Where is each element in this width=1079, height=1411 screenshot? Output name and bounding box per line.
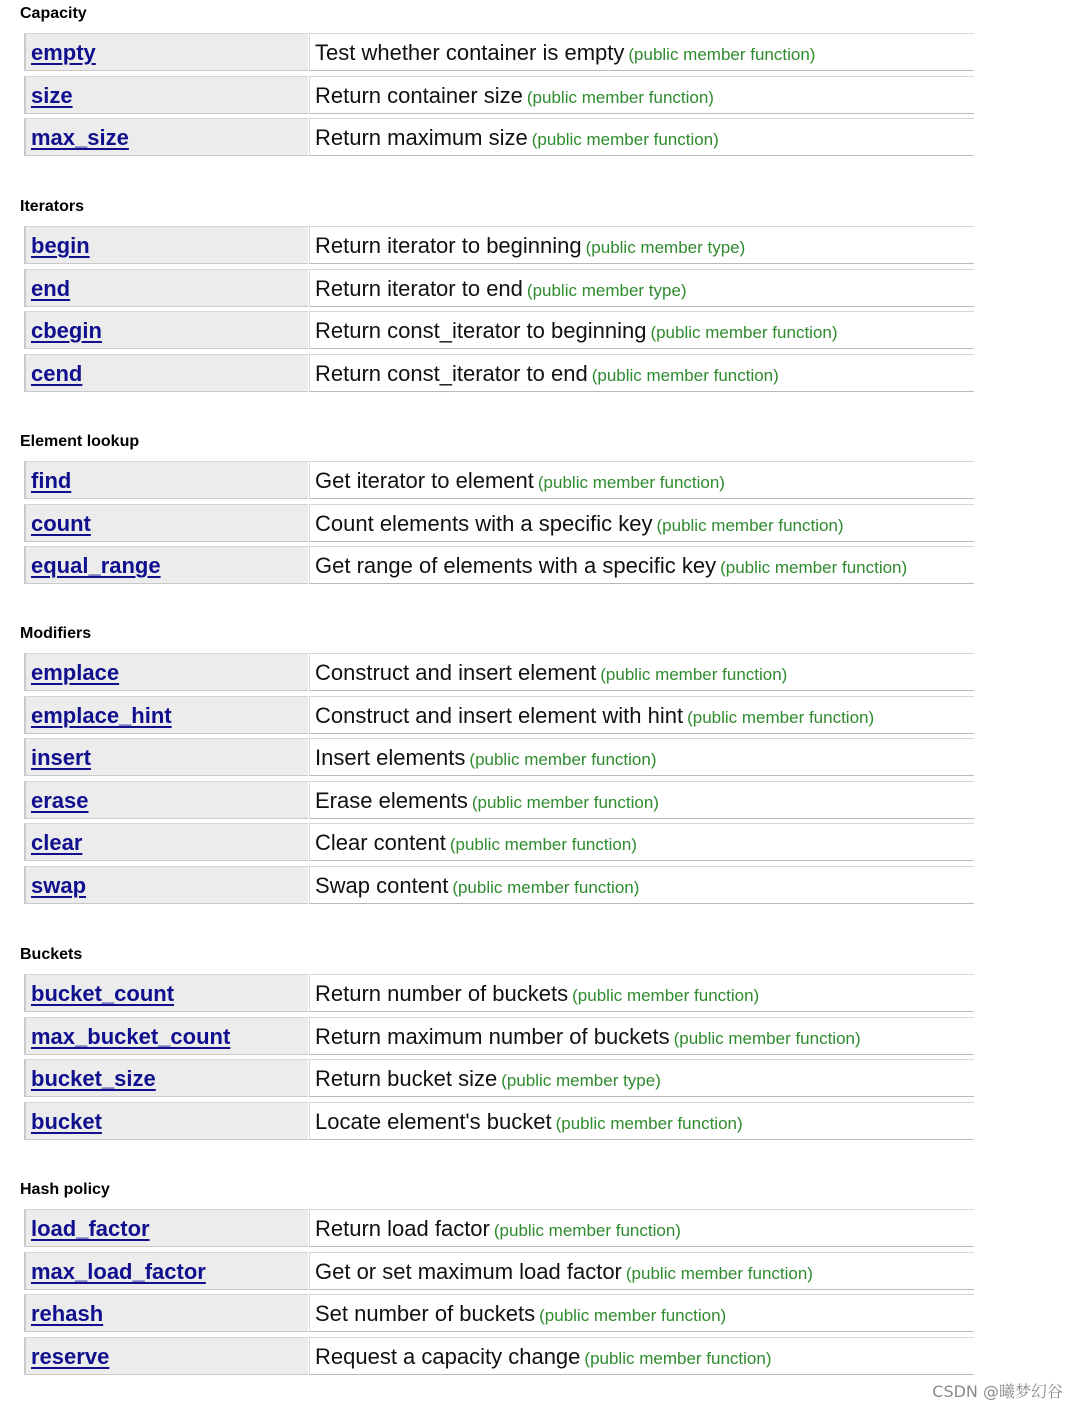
table-row <box>24 1294 974 1332</box>
member-description <box>315 40 815 68</box>
member-name-cell <box>24 354 308 392</box>
table-row <box>24 866 974 904</box>
member-description-cell <box>309 866 974 904</box>
member-link-bucket-size[interactable]: bucket_size <box>31 1066 156 1091</box>
member-kind-label: (public member function) <box>452 878 640 897</box>
member-link-erase[interactable]: erase <box>31 788 89 813</box>
member-name-cell <box>24 226 308 264</box>
table-row <box>24 354 974 392</box>
member-name-cell <box>24 1209 308 1247</box>
member-description-cell <box>309 354 974 392</box>
member-name-cell <box>24 311 308 349</box>
member-description <box>315 981 759 1009</box>
section-title: Modifiers <box>20 625 92 642</box>
member-link-bucket[interactable]: bucket <box>31 1109 102 1134</box>
member-description-text: Return maximum number of buckets <box>315 1024 670 1049</box>
member-description-cell <box>309 1337 974 1375</box>
member-kind-label: (public member function) <box>628 45 816 64</box>
table-row <box>24 653 974 691</box>
member-description <box>315 125 719 153</box>
member-kind-label: (public member function) <box>673 1029 861 1048</box>
member-kind-label: (public member function) <box>526 88 714 107</box>
table-row <box>24 781 974 819</box>
member-description-text: Construct and insert element with hint <box>315 703 684 728</box>
table-row <box>24 1017 974 1055</box>
member-kind-label: (public member function) <box>656 516 844 535</box>
member-link-count[interactable]: count <box>31 511 91 536</box>
member-kind-label: (public member function) <box>687 708 875 727</box>
member-description <box>315 553 907 581</box>
member-kind-label: (public member function) <box>539 1306 727 1325</box>
member-description-cell <box>309 1059 974 1097</box>
member-description-text: Swap content <box>315 873 449 898</box>
member-kind-label: (public member function) <box>650 323 838 342</box>
member-description <box>315 1301 726 1329</box>
member-description <box>315 703 874 731</box>
member-kind-label: (public member type) <box>526 281 687 300</box>
member-description-text: Construct and insert element <box>315 660 597 685</box>
table-row <box>24 118 974 156</box>
member-name-cell <box>24 546 308 584</box>
member-link-swap[interactable]: swap <box>31 873 87 898</box>
member-description-cell <box>309 1294 974 1332</box>
member-description <box>315 1216 681 1244</box>
member-name-cell <box>24 76 308 114</box>
member-description-text: Request a capacity change <box>315 1344 581 1369</box>
member-description-text: Return const_iterator to end <box>315 361 588 386</box>
section-title: Iterators <box>20 198 85 215</box>
member-description-cell <box>309 226 974 264</box>
member-kind-label: (public member function) <box>600 665 788 684</box>
member-name-cell <box>24 823 308 861</box>
member-description <box>315 233 745 261</box>
member-name-cell <box>24 1059 308 1097</box>
member-link-find[interactable]: find <box>31 468 72 493</box>
member-name-cell <box>24 1337 308 1375</box>
member-name-cell <box>24 1252 308 1290</box>
member-description-text: Clear content <box>315 830 446 855</box>
member-description-text: Locate element's bucket <box>315 1109 552 1134</box>
member-name-cell <box>24 866 308 904</box>
member-kind-label: (public member type) <box>501 1071 661 1090</box>
member-name-cell <box>24 696 308 734</box>
member-description-text: Get iterator to element <box>315 468 534 493</box>
member-link-bucket-count[interactable]: bucket_count <box>31 981 175 1006</box>
member-link-end[interactable]: end <box>31 276 71 301</box>
member-name-cell <box>24 269 308 307</box>
table-row <box>24 269 974 307</box>
member-description <box>315 1066 661 1094</box>
section-title: Element lookup <box>20 433 140 450</box>
member-description-cell <box>309 653 974 691</box>
member-description-cell <box>309 546 974 584</box>
member-name-cell <box>24 781 308 819</box>
member-name-cell <box>24 738 308 776</box>
member-description-cell <box>309 823 974 861</box>
member-name-cell <box>24 33 308 71</box>
table-row <box>24 461 974 499</box>
member-description-cell <box>309 1017 974 1055</box>
member-link-reserve[interactable]: reserve <box>31 1344 110 1369</box>
member-link-begin[interactable]: begin <box>31 233 90 258</box>
table-row <box>24 1252 974 1290</box>
table-row <box>24 1337 974 1375</box>
member-name-cell <box>24 118 308 156</box>
member-description-cell <box>309 311 974 349</box>
section-title: Capacity <box>20 5 87 22</box>
table-row <box>24 1102 974 1140</box>
table-row <box>24 504 974 542</box>
member-kind-label: (public member function) <box>720 558 908 577</box>
member-kind-label: (public member function) <box>584 1349 772 1368</box>
table-row <box>24 1209 974 1247</box>
member-description <box>315 276 687 304</box>
member-description-text: Return iterator to beginning <box>315 233 582 258</box>
member-name-cell <box>24 461 308 499</box>
member-kind-label: (public member function) <box>531 130 719 149</box>
member-description-text: Get range of elements with a specific key <box>315 553 717 578</box>
member-description-text: Return number of buckets <box>315 981 569 1006</box>
member-description-cell <box>309 1209 974 1247</box>
member-kind-label: (public member function) <box>469 750 657 769</box>
member-kind-label: (public member function) <box>471 793 659 812</box>
table-row <box>24 974 974 1012</box>
member-description-text: Set number of buckets <box>315 1301 536 1326</box>
member-description <box>315 788 659 816</box>
section-title: Buckets <box>20 946 83 963</box>
member-description-cell <box>309 504 974 542</box>
table-row <box>24 33 974 71</box>
csdn-watermark: CSDN @曦梦幻谷 <box>932 1382 1063 1401</box>
member-kind-label: (public member function) <box>537 473 725 492</box>
member-description-text: Erase elements <box>315 788 468 813</box>
member-description <box>315 1109 743 1137</box>
member-name-cell <box>24 504 308 542</box>
table-row <box>24 226 974 264</box>
member-name-cell <box>24 1102 308 1140</box>
table-row <box>24 546 974 584</box>
member-link-load-factor[interactable]: load_factor <box>31 1216 150 1241</box>
table-row <box>24 738 974 776</box>
member-link-max-load-factor[interactable]: max_load_factor <box>31 1259 206 1284</box>
member-kind-label: (public member function) <box>493 1221 681 1240</box>
member-description-cell <box>309 738 974 776</box>
member-link-cend[interactable]: cend <box>31 361 83 386</box>
member-description-cell <box>309 269 974 307</box>
member-description-cell <box>309 33 974 71</box>
member-link-max-bucket-count[interactable]: max_bucket_count <box>31 1024 231 1049</box>
member-description-text: Return bucket size <box>315 1066 498 1091</box>
member-description-cell <box>309 118 974 156</box>
member-description-text: Return container size <box>315 83 523 108</box>
member-link-empty[interactable]: empty <box>31 40 96 65</box>
member-description-cell <box>309 974 974 1012</box>
member-name-cell <box>24 653 308 691</box>
member-kind-label: (public member function) <box>555 1114 743 1133</box>
member-description-text: Return const_iterator to beginning <box>315 318 647 343</box>
member-name-cell <box>24 974 308 1012</box>
member-description-cell <box>309 461 974 499</box>
member-description <box>315 1024 861 1052</box>
member-description <box>315 830 637 858</box>
table-row <box>24 311 974 349</box>
member-description <box>315 1344 771 1372</box>
member-description <box>315 660 787 688</box>
member-description-cell <box>309 76 974 114</box>
member-link-size[interactable]: size <box>31 83 73 108</box>
member-description <box>315 468 725 496</box>
member-description <box>315 361 779 389</box>
table-row <box>24 1059 974 1097</box>
table-row <box>24 696 974 734</box>
member-kind-label: (public member function) <box>449 835 637 854</box>
member-description-cell <box>309 1102 974 1140</box>
member-description-text: Get or set maximum load factor <box>315 1259 622 1284</box>
member-link-max-size[interactable]: max_size <box>31 125 129 150</box>
member-description-text: Test whether container is empty <box>315 40 625 65</box>
member-description <box>315 745 656 773</box>
member-link-rehash[interactable]: rehash <box>31 1301 104 1326</box>
member-kind-label: (public member function) <box>591 366 779 385</box>
member-kind-label: (public member type) <box>585 238 746 257</box>
member-description-cell <box>309 781 974 819</box>
member-description <box>315 1259 813 1287</box>
member-kind-label: (public member function) <box>572 986 760 1005</box>
table-row <box>24 823 974 861</box>
member-description-cell <box>309 1252 974 1290</box>
member-link-cbegin[interactable]: cbegin <box>31 318 102 343</box>
member-link-clear[interactable]: clear <box>31 830 83 855</box>
member-description-text: Return iterator to end <box>315 276 523 301</box>
member-link-insert[interactable]: insert <box>31 745 91 770</box>
member-description <box>315 511 844 539</box>
member-description-cell <box>309 696 974 734</box>
member-link-equal-range[interactable]: equal_range <box>31 553 161 578</box>
member-name-cell <box>24 1017 308 1055</box>
member-link-emplace[interactable]: emplace <box>31 660 120 685</box>
member-description <box>315 83 714 111</box>
member-name-cell <box>24 1294 308 1332</box>
table-row <box>24 76 974 114</box>
member-description <box>315 318 838 346</box>
member-kind-label: (public member function) <box>625 1264 813 1283</box>
member-description <box>315 873 639 901</box>
member-description-text: Return load factor <box>315 1216 490 1241</box>
member-description-text: Count elements with a specific key <box>315 511 653 536</box>
member-description-text: Return maximum size <box>315 125 528 150</box>
member-link-emplace-hint[interactable]: emplace_hint <box>31 703 172 728</box>
member-description-text: Insert elements <box>315 745 466 770</box>
section-title: Hash policy <box>20 1181 110 1198</box>
